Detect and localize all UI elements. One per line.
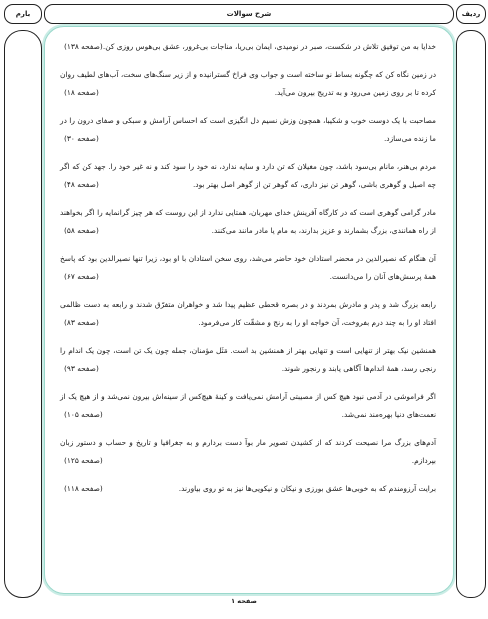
questions-list [60, 38, 436, 508]
question-item [60, 112, 436, 148]
score-header-label: بارم [15, 10, 31, 18]
page-reference: (صفحه ۵۸) [64, 226, 99, 235]
page-title: شرح سوالات [226, 10, 272, 18]
score-column [4, 30, 42, 598]
question-text: در زمین نگاه کن که چگونه بساط نو ساخته است و جواب وی فراخ گسترانیده و از زیر سنگ‌های سخت، آب‌های لطیف روان کرده تا بر روی زمین می‌رود و به تدریج بیرون می‌آید. [60, 70, 436, 97]
question-text: اگر فراموشی در آدمی نبود هیچ کس از مصیبتی آرامش نمی‌یافت و کینهٔ هیچ‌کس از سینه‌اش بیرون نمی‌شد و از هیچ یک از نعمت‌های دنیا بهره‌مند نمی‌شد. [60, 392, 436, 419]
question-item [60, 434, 436, 470]
question-text: مصاحبت با یک دوست خوب و شکیبا، همچون وزش نسیم دل انگیزی است که احساس آرامش و سبکی و صفای درون را در ما زنده می‌سازد. [60, 116, 436, 143]
page-number: صفحه ۱ [231, 597, 257, 605]
row-column [456, 30, 486, 598]
score-header [4, 4, 42, 24]
question-text: برایت آرزومندم که به خوبی‌ها عشق بورزی و نیکان و نیکویی‌ها نیز به تو روی بیاورند. [178, 484, 436, 493]
page-reference: (صفحه ۹۳) [64, 364, 99, 373]
row-header-label: ردیف [461, 10, 481, 18]
page-reference: (صفحه ۶۷) [64, 272, 99, 281]
question-item [60, 296, 436, 332]
question-text: مردم بی‌هنر، مانام بی‌سود باشد، چون مغیلان که تن دارد و سایه ندارد، نه خود را سود کند و نه غیر خود را. جهد کن که اگر چه اصیل و گوهری باشی، گوهر تن نیز داری، که گوهر تن از گوهر اصل بهتر بود. [60, 162, 436, 189]
question-item [60, 38, 436, 56]
question-item [60, 204, 436, 240]
question-text: آدم‌های بزرگ مرا نصیحت کردند که از کشیدن تصویر مار بوآ دست بردارم و به جغرافیا و تاریخ و حساب و دستور زبان بپردازم. [60, 438, 436, 465]
question-text: آن هنگام که نصیرالدین در محضر استادان خود حاضر می‌شد، روی سخن استادان با او بود، زیرا تنها نصیرالدین بود که پاسخ همهٔ پرسش‌های آنان را می‌دانست. [60, 254, 436, 281]
page-reference: (صفحه ۱۸) [64, 88, 99, 97]
question-item [60, 158, 436, 194]
page-reference: (صفحه ۴۸) [64, 180, 99, 189]
page-reference: (صفحه ۱۲۵) [64, 456, 103, 465]
row-header [456, 4, 486, 24]
question-text: رابعه بزرگ شد و پدر و مادرش بمردند و در بصره قحطی عظیم پیدا شد و خواهران متفرّق شدند و رابعه به دست ظالمی افتاد او را به چند درم بفروخت، آن خواجه او را به رنج و مشقّت کار می‌فرمود. [60, 300, 436, 327]
title-header [44, 4, 454, 24]
question-item [60, 342, 436, 378]
question-text: خدایا به من توفیق تلاش در شکست، صبر در نومیدی، ایمان بی‌ریا، مناجات بی‌غرور، عشق بی‌هوس روزی کن. [102, 42, 436, 51]
page-reference: (صفحه ۱۳۸) [64, 42, 103, 51]
question-text: همنشین نیک بهتر از تنهایی است و تنهایی بهتر از همنشین بد است. مَثَل مؤمنان، جمله چون یک تن است، چون یک اندام را رنجی رسد، همهٔ اندام‌ها آگاهی یابند و رنجور شوند. [60, 346, 436, 373]
question-item [60, 250, 436, 286]
page-reference: (صفحه ۱۱۸) [64, 484, 103, 493]
page-reference: (صفحه ۸۳) [64, 318, 99, 327]
question-text: مادر گرامی گوهری است که در کارگاه آفرینش خدای مهربان، همتایی ندارد از این روست که هر چیز گرانمایه را اگر بخواهند از راه همانندی، بزرگ بشمارند و عزیز بدارند، به مام یا مادر مانند می‌کنند. [60, 208, 436, 235]
page-reference: (صفحه ۱۰۵) [64, 410, 103, 419]
question-item [60, 388, 436, 424]
question-item [60, 480, 436, 498]
question-item [60, 66, 436, 102]
page-reference: (صفحه ۳۰) [64, 134, 99, 143]
